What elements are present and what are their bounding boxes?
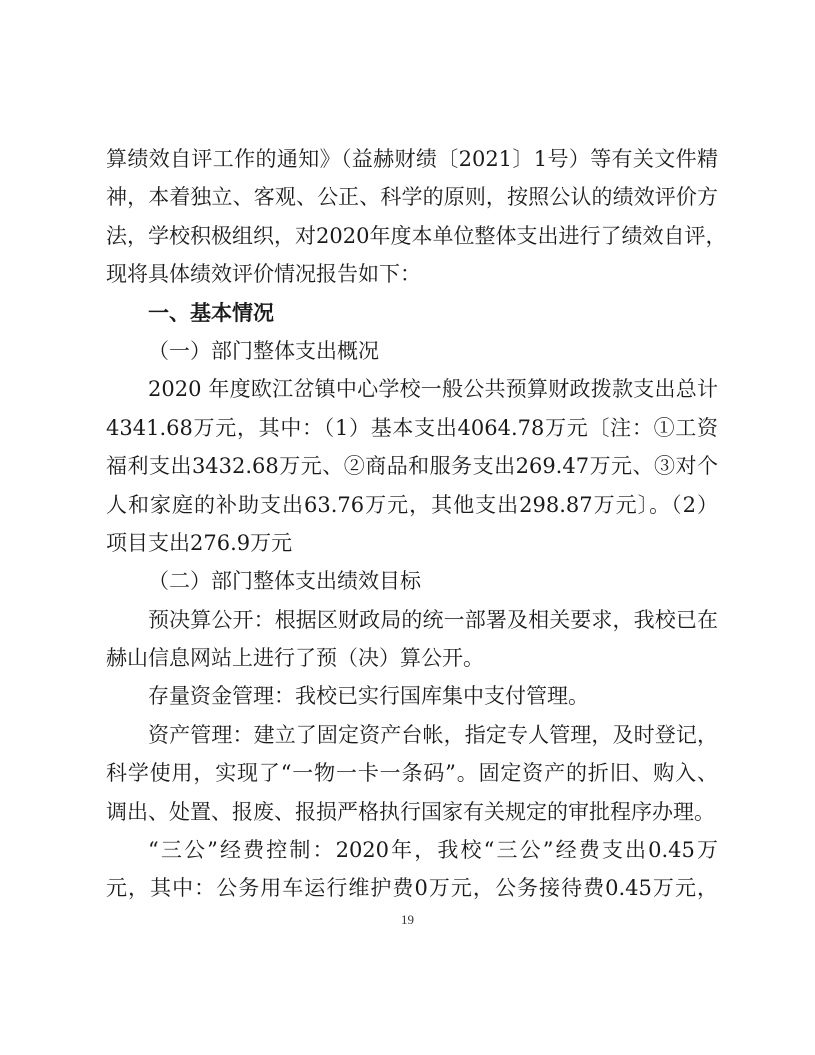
- paragraph-line: 项目支出276.9万元: [106, 530, 293, 555]
- paragraph-line: 人和家庭的补助支出63.76万元，其他支出298.87万元〕。（2）: [106, 492, 718, 517]
- paragraph-line: 现将具体绩效评价情况报告如下：: [106, 262, 421, 287]
- paragraph-line: 神，本着独立、客观、公正、科学的原则，按照公认的绩效评价方: [106, 185, 718, 210]
- paragraph-line: 元，其中：公务用车运行维护费0万元，公务接待费0.45万元，: [106, 876, 718, 901]
- paragraph-line: 调出、处置、报废、报损严格执行国家有关规定的审批程序办理。: [106, 799, 715, 824]
- paragraph-line: 存量资金管理：我校已实行国库集中支付管理。: [148, 684, 589, 709]
- paragraph-line: 4341.68万元，其中：（1）基本支出4064.78万元〔注：①工资: [106, 415, 718, 440]
- paragraph-line: 科学使用，实现了“一物一卡一条码”。固定资产的折旧、购入、: [106, 761, 718, 786]
- paragraph-line: 资产管理：建立了固定资产台帐，指定专人管理，及时登记，: [148, 722, 718, 747]
- paragraph-line: 法，学校积极组织，对2020年度本单位整体支出进行了绩效自评，: [106, 223, 727, 248]
- paragraph-line: 预决算公开：根据区财政局的统一部署及相关要求，我校已在: [148, 607, 718, 632]
- paragraph-line: 2020 年度欧江岔镇中心学校一般公共预算财政拨款支出总计: [148, 377, 718, 402]
- paragraph-line: “三公”经费控制：2020年，我校“三公”经费支出0.45万: [148, 838, 718, 863]
- paragraph-line: 福利支出3432.68万元、②商品和服务支出269.47万元、③对个: [106, 454, 718, 479]
- document-body: [106, 140, 727, 908]
- subsection-heading: （二）部门整体支出绩效目标: [148, 569, 421, 594]
- section-heading: 一、基本情况: [148, 300, 274, 325]
- subsection-heading: （一）部门整体支出概况: [148, 338, 379, 363]
- paragraph-line: 赫山信息网站上进行了预（决）算公开。: [106, 646, 484, 671]
- page-number: 19: [401, 912, 414, 927]
- paragraph-line: 算绩效自评工作的通知》（益赫财绩〔2021〕1号）等有关文件精: [106, 147, 718, 171]
